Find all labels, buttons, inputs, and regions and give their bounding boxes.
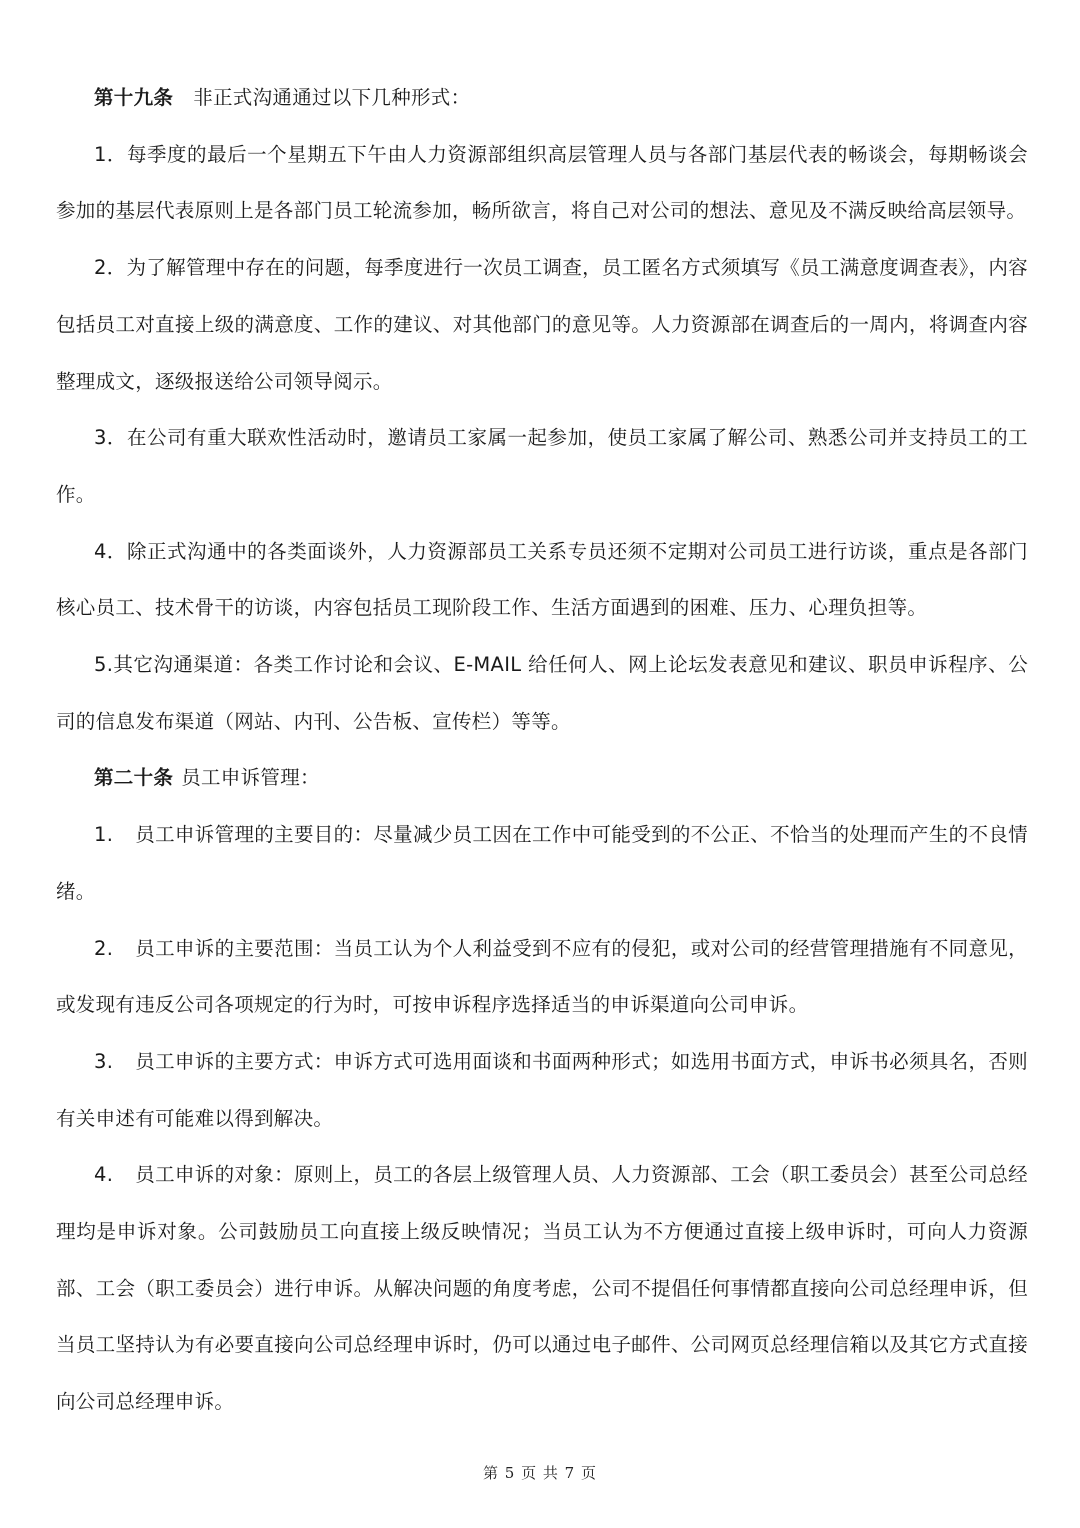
item-text: 其它沟通渠道：各类工作讨论和会议、E-MAIL 给任何人、网上论坛发表意见和建议、职员申诉程序、公司的信息发布渠道（网站、内刊、公告板、宣传栏）等等。 <box>56 653 1028 733</box>
article-19-item-2 <box>56 240 1028 410</box>
article-20-item-3 <box>56 1034 1028 1147</box>
item-number: 5. <box>94 653 114 677</box>
article-20-item-1 <box>56 807 1028 920</box>
item-text: 为了解管理中存在的问题，每季度进行一次员工调查，员工匿名方式须填写《员工满意度调查表》，内容包括员工对直接上级的满意度、工作的建议、对其他部门的意见等。人力资源部在调查后的一周内，将调查内容整理成文，逐级报送给公司领导阅示。 <box>56 256 1028 393</box>
article-19-title: 第十九条 <box>94 86 174 109</box>
article-19-item-5 <box>56 637 1028 750</box>
item-number: 3. <box>94 1049 114 1073</box>
item-text: 员工申诉管理的主要目的：尽量减少员工因在工作中可能受到的不公正、不恰当的处理而产生的不良情绪。 <box>56 823 1028 903</box>
article-19-item-3 <box>56 410 1028 523</box>
item-number: 3． <box>94 426 127 450</box>
item-number: 1． <box>94 142 127 166</box>
page-footer: 第 5 页 共 7 页 <box>483 1464 597 1482</box>
article-20-item-4 <box>56 1147 1028 1431</box>
article-20-intro: 员工申诉管理： <box>181 766 320 790</box>
item-text: 员工申诉的对象：原则上，员工的各层上级管理人员、人力资源部、工会（职工委员会）甚至公司总经理均是申诉对象。公司鼓励员工向直接上级反映情况；当员工认为不方便通过直接上级申诉时，可向人力资源部、工会（职工委员会）进行申诉。从解决问题的角度考虑，公司不提倡任何事情都直接向公司总经理申诉，但当员工坚持认为有必要直接向公司总经理申诉时，仍可以通过电子邮件、公司网页总经理信箱以及其它方式直接向公司总经理申诉。 <box>56 1163 1028 1414</box>
item-text: 每季度的最后一个星期五下午由人力资源部组织高层管理人员与各部门基层代表的畅谈会，每期畅谈会参加的基层代表原则上是各部门员工轮流参加，畅所欲言，将自己对公司的想法、意见及不满反映给高层领导。 <box>56 142 1028 223</box>
article-19-heading <box>56 70 1028 127</box>
item-text: 员工申诉的主要范围：当员工认为个人利益受到不应有的侵犯，或对公司的经营管理措施有不同意见，或发现有违反公司各项规定的行为时，可按申诉程序选择适当的申诉渠道向公司申诉。 <box>56 936 1028 1017</box>
item-text: 在公司有重大联欢性活动时，邀请员工家属一起参加，使员工家属了解公司、熟悉公司并支持员工的工作。 <box>56 426 1028 506</box>
article-19-item-1 <box>56 127 1028 240</box>
article-20-title: 第二十条 <box>94 766 174 790</box>
article-19-intro: 非正式沟通通过以下几种形式： <box>193 86 471 109</box>
item-text: 除正式沟通中的各类面谈外，人力资源部员工关系专员还须不定期对公司员工进行访谈，重点是各部门核心员工、技术骨干的访谈，内容包括员工现阶段工作、生活方面遇到的困难、压力、心理负担等。 <box>56 539 1028 620</box>
item-number: 4． <box>94 539 127 563</box>
document-body <box>56 70 1028 1431</box>
item-number: 2． <box>94 256 127 280</box>
item-number: 4. <box>94 1163 114 1187</box>
article-19-item-4 <box>56 524 1028 637</box>
article-20-item-2 <box>56 921 1028 1034</box>
item-number: 1. <box>94 823 114 847</box>
article-20-heading <box>56 750 1028 807</box>
item-number: 2. <box>94 936 114 960</box>
item-text: 员工申诉的主要方式：申诉方式可选用面谈和书面两种形式；如选用书面方式，申诉书必须具名，否则有关申述有可能难以得到解决。 <box>56 1049 1028 1130</box>
